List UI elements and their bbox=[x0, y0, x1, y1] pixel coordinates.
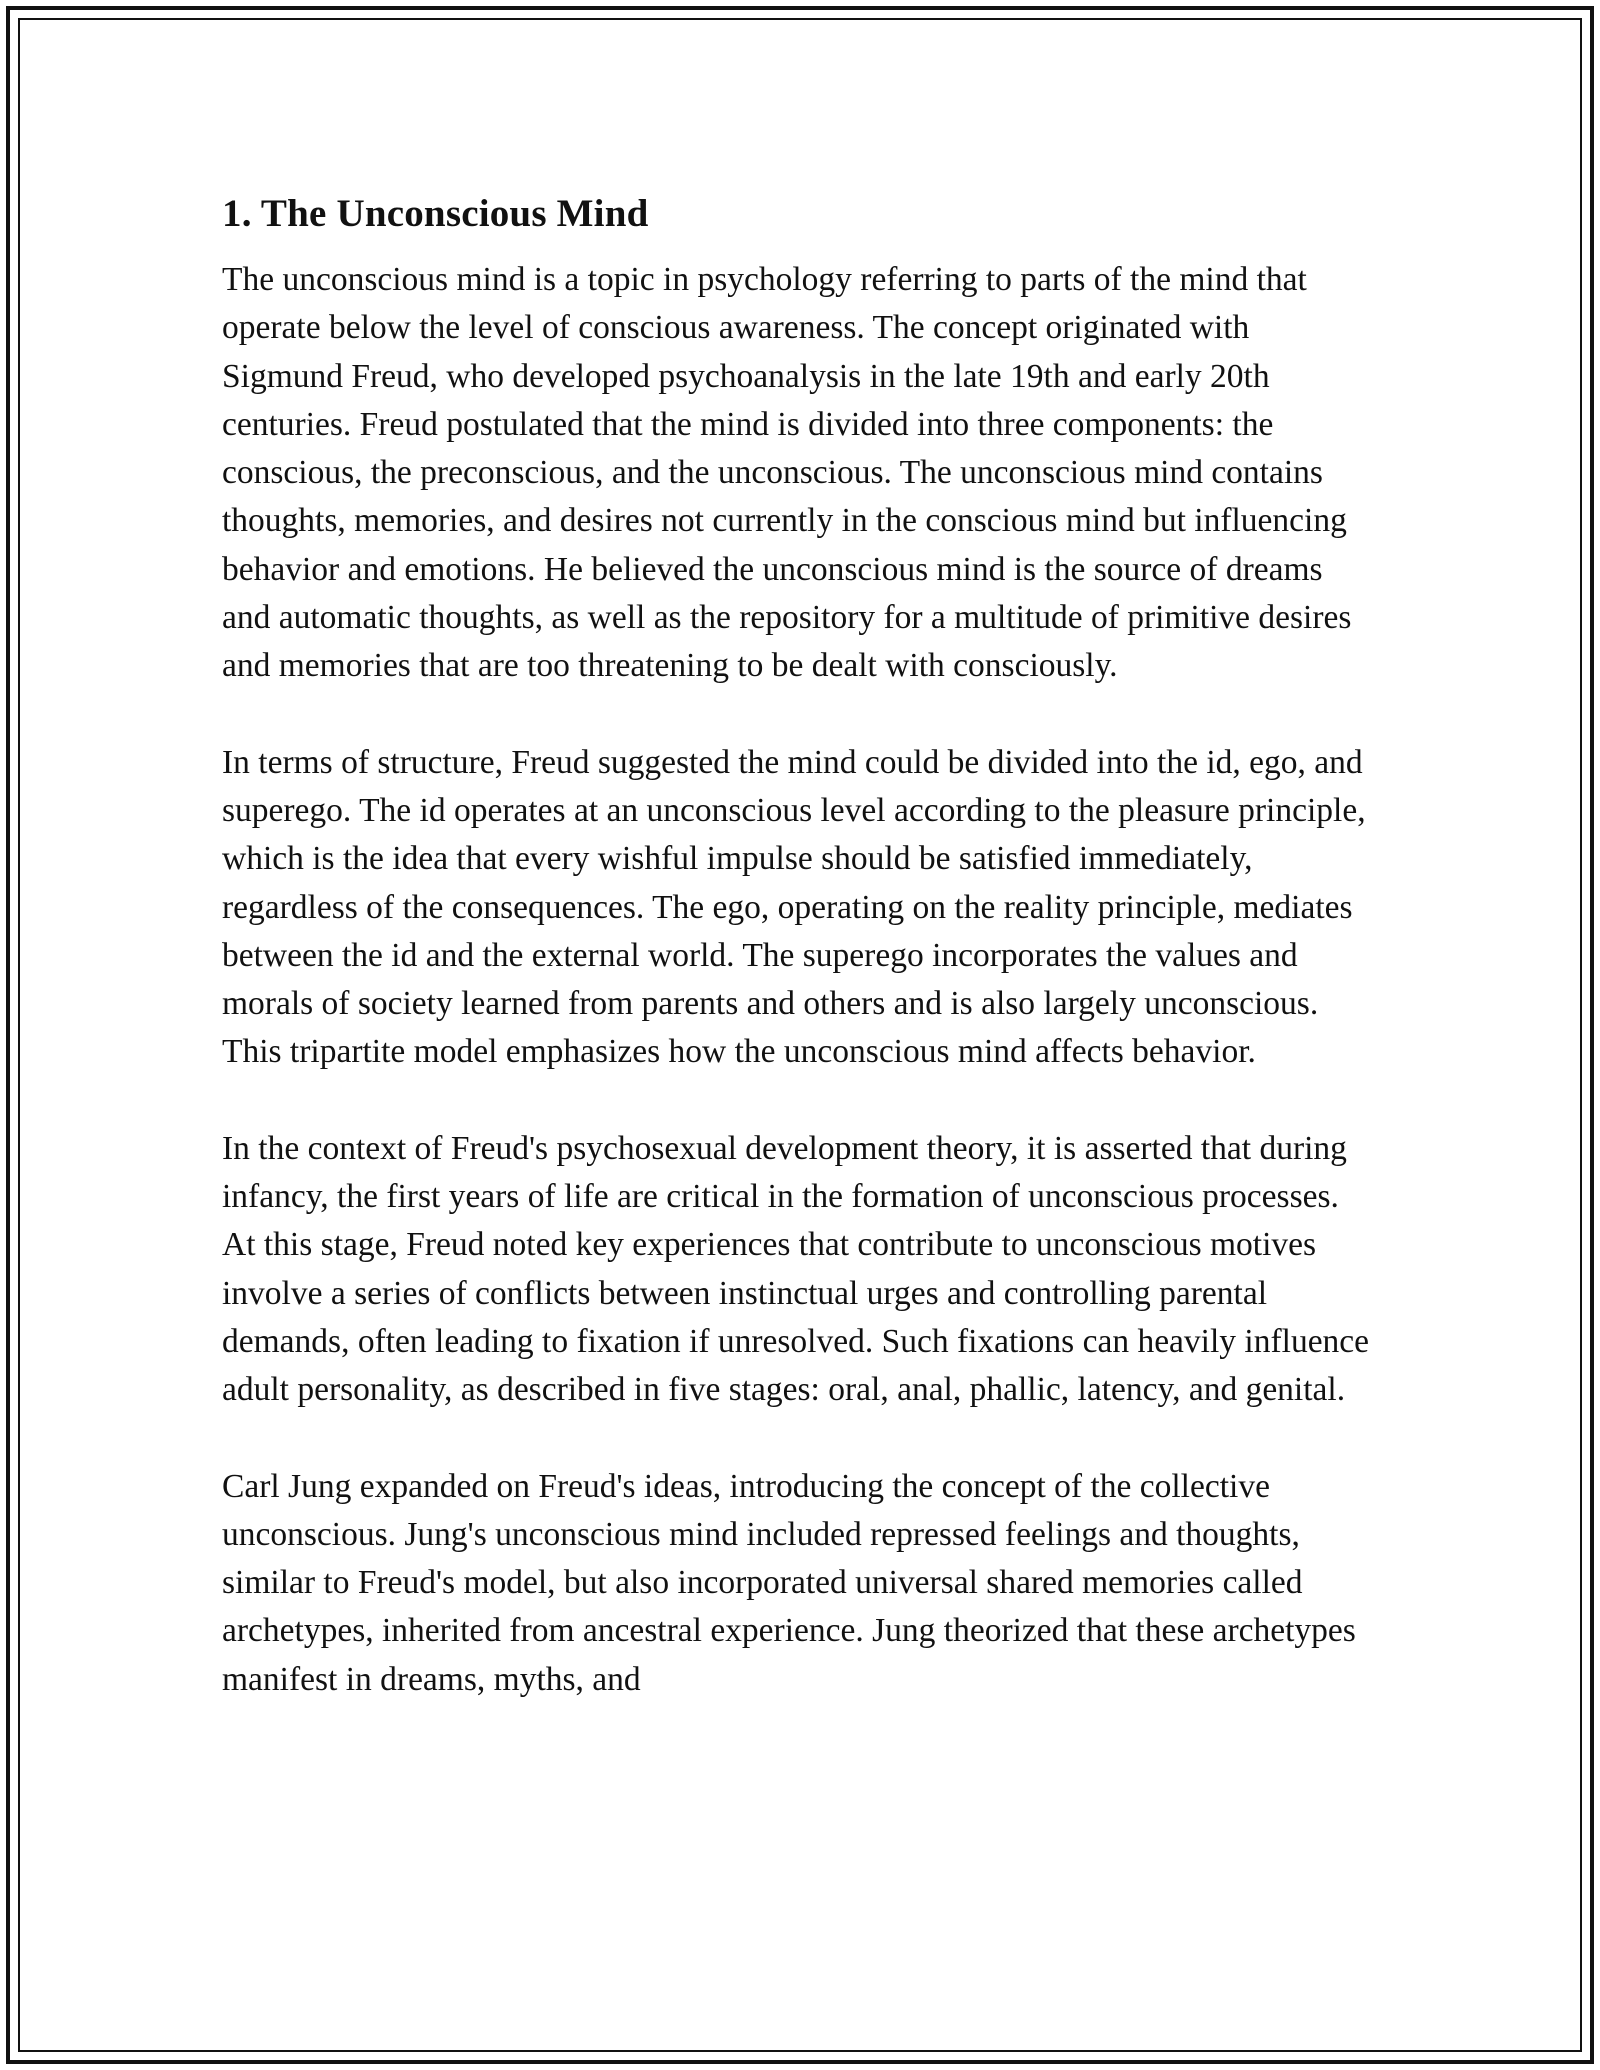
paragraph-jung-collective-unconscious: Carl Jung expanded on Freud's ideas, introducing the concept of the collective unconscious. Jung's unconscious mind included repressed feelings and thoughts, similar to Freud's model, but also incorporated universal shared memories called archetypes, inherited from ancestral experience. Jung theorized that these archetypes manifest in dreams, myths, and bbox=[222, 1467, 1356, 1698]
section-heading: 1. The Unconscious Mind bbox=[222, 192, 649, 235]
paragraph-freud-overview: The unconscious mind is a topic in psychology referring to parts of the mind that operate below the level of conscious awareness. The concept originated with Sigmund Freud, who developed psychoanalysis in the late 19th and early 20th centuries. Freud postulated that the mind is divided into three components: the conscious, the preconscious, and the unconscious. The unconscious mind contains thoughts, memories, and desires not currently in the conscious mind but influencing behavior and emotions. He believed the unconscious mind is the source of dreams and automatic thoughts, as well as the repository for a multitude of primitive desires and memories that are too threatening to be dealt with consciously. bbox=[222, 261, 1352, 685]
paragraph-psychosexual-development: In the context of Freud's psychosexual development theory, it is asserted that during infancy, the first years of life are critical in the formation of unconscious processes. At this stage, Freud noted key experiences that contribute to unconscious motives involve a series of conflicts between instinctual urges and controlling parental demands, often leading to fixation if unresolved. Such fixations can heavily influence adult personality, as described in five stages: oral, anal, phallic, latency, and genital. bbox=[222, 1129, 1370, 1409]
document-body bbox=[222, 186, 1372, 1752]
paragraph-id-ego-superego: In terms of structure, Freud suggested the mind could be divided into the id, ego, and superego. The id operates at an unconscious level according to the pleasure principle, which is the idea that every wishful impulse should be satisfied immediately, regardless of the consequences. The ego, operating on the reality principle, mediates between the id and the external world. The superego incorporates the values and morals of society learned from parents and others and is also largely unconscious. This tripartite model emphasizes how the unconscious mind affects behavior. bbox=[222, 743, 1366, 1071]
